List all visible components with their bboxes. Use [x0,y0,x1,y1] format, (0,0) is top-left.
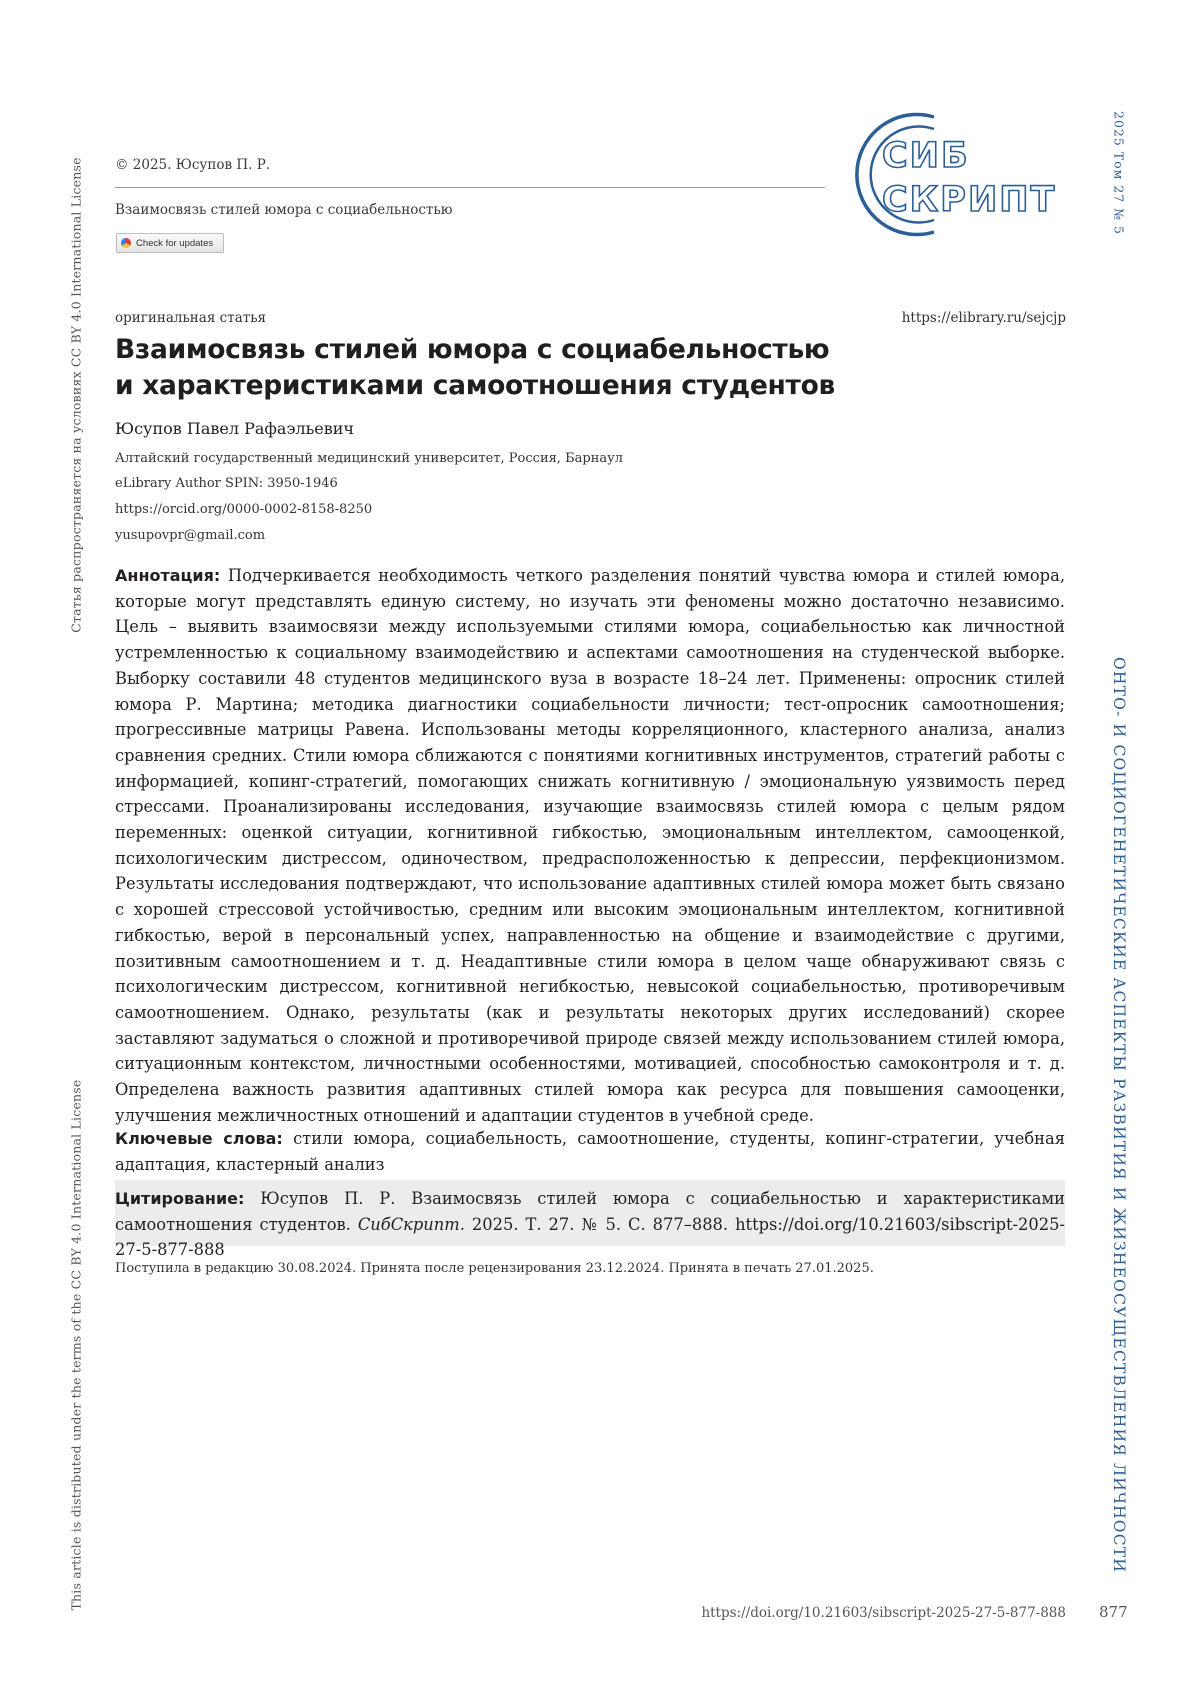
abstract-label: Аннотация: [115,566,220,585]
author-name: Юсупов Павел Рафаэльевич [115,419,354,438]
author-email[interactable]: yusupovpr@gmail.com [115,528,265,543]
author-orcid[interactable]: https://orcid.org/0000-0002-8158-8250 [115,502,372,517]
title-line-1: Взаимосвязь стилей юмора с социабельностью [115,332,1015,368]
running-title: Взаимосвязь стилей юмора с социабельностью [115,202,452,218]
citation-journal: СибСкрипт [358,1215,460,1234]
title-line-2: и характеристиками самоотношения студентов [115,368,1015,404]
author-affiliation: Алтайский государственный медицинский университет, Россия, Барнаул [115,451,623,466]
citation [115,1186,1065,1263]
author-spin: eLibrary Author SPIN: 3950-1946 [115,476,338,491]
volume-info: 2025 Том 27 № 5 [1112,111,1127,235]
license-note-ru: Статья распространяется на условиях CC BY 4.0 International License [69,157,84,632]
journal-url[interactable]: https://elibrary.ru/sejcjp [902,310,1066,326]
abstract-text: Подчеркивается необходимость четкого разделения понятий чувства юмора и стилей юмора, которые могут представлять единую систему, но изучать эти феномены можно достаточно независимо. Цель – выявить взаимосвязи между используемыми стилями юмора, социабельностью как личностной устремленностью к социальному взаимодействию и аспектами самоотношения на студенческой выборке. Выборку составили 48 студентов медицинского вуза в возрасте 18–24 лет. Применены: опросник стилей юмора Р. Мартина; методика диагностики социабельности личности; тест-опросник самоотношения; прогрессивные матрицы Равена. Использованы методы корреляционного, кластерного анализа, анализ сравнения средних. Стили юмора сближаются с понятиями когнитивных инструментов, стратегий работы с информацией, копинг-стратегий, помогающих снижать когнитивную / эмоциональную уязвимость перед стрессами. Проанализированы исследования, изучающие взаимосвязь стилей юмора с целым рядом переменных: оценкой ситуации, когнитивной гибкостью, эмоциональным интеллектом, самооценкой, психологическим дистрессом, одиночеством, предрасположенностью к депрессии, перфекционизмом. Результаты исследования подтверждают, что использование адаптивных стилей юмора может быть связано с хорошей стрессовой устойчивостью, средним или высоким эмоциональным интеллектом, когнитивной гибкостью, верой в персональный успех, направленностью на общение и взаимодействие с другими, позитивным самоотношением и т. д. Неадаптивные стили юмора в целом чаще обнаруживают связь с психологическим дистрессом, когнитивной негибкостью, невысокой социабельностью, противоречивым самоотношением. Однако, результаты (как и результаты некоторых других исследований) скорее заставляют задуматься о сложной и противоречивой природе связей между использованием стилей юмора, ситуационным контекстом, личностными особенностями, мотивацией, способностью самоконтроля и т. д. Определена важность развития адаптивных стилей юмора как ресурса для повышения самооценки, улучшения межличностных отношений и адаптации студентов в учебной среде. [115,566,1065,1125]
check-for-updates-label: Check for updates [136,238,213,249]
check-for-updates-button[interactable] [116,233,224,253]
license-note-en: This article is distributed under the terms of the CC BY 4.0 International License [69,1080,84,1611]
abstract [115,563,1065,1128]
citation-text-before: Юсупов П. Р. Взаимосвязь стилей юмора с социабельностью и характеристиками самоотношения студентов. [115,1189,1065,1234]
citation-box [115,1180,1065,1246]
logo-line2: СКРИПТ [882,180,1056,220]
keywords [115,1126,1065,1177]
article-dates: Поступила в редакцию 30.08.2024. Принята после рецензирования 23.12.2024. Принята в печать 27.01.2025. [115,1261,874,1276]
logo-line1: СИБ [882,136,970,176]
section-title: ОНТО- И СОЦИОГЕНЕТИЧЕСКИЕ АСПЕКТЫ РАЗВИТИЯ И ЖИЗНЕОСУЩЕСТВЛЕНИЯ ЛИЧНОСТИ [1110,657,1128,1573]
crossmark-icon [121,238,131,248]
article-title [115,332,1015,404]
header-rule [115,187,825,188]
journal-logo [838,107,1070,245]
keywords-label: Ключевые слова: [115,1129,283,1148]
keywords-text: стили юмора, социабельность, самоотношение, студенты, копинг-стратегии, учебная адаптация, кластерный анализ [115,1129,1065,1174]
article-type: оригинальная статья [115,310,266,326]
citation-label: Цитирование: [115,1189,244,1208]
page-number: 877 [1099,1603,1128,1621]
footer-doi[interactable]: https://doi.org/10.21603/sibscript-2025-27-5-877-888 [701,1605,1066,1621]
citation-text-after: . 2025. Т. 27. № 5. С. 877–888. https://doi.org/10.21603/sibscript-2025-27-5-877-888 [115,1215,1065,1260]
copyright: © 2025. Юсупов П. Р. [115,157,270,173]
